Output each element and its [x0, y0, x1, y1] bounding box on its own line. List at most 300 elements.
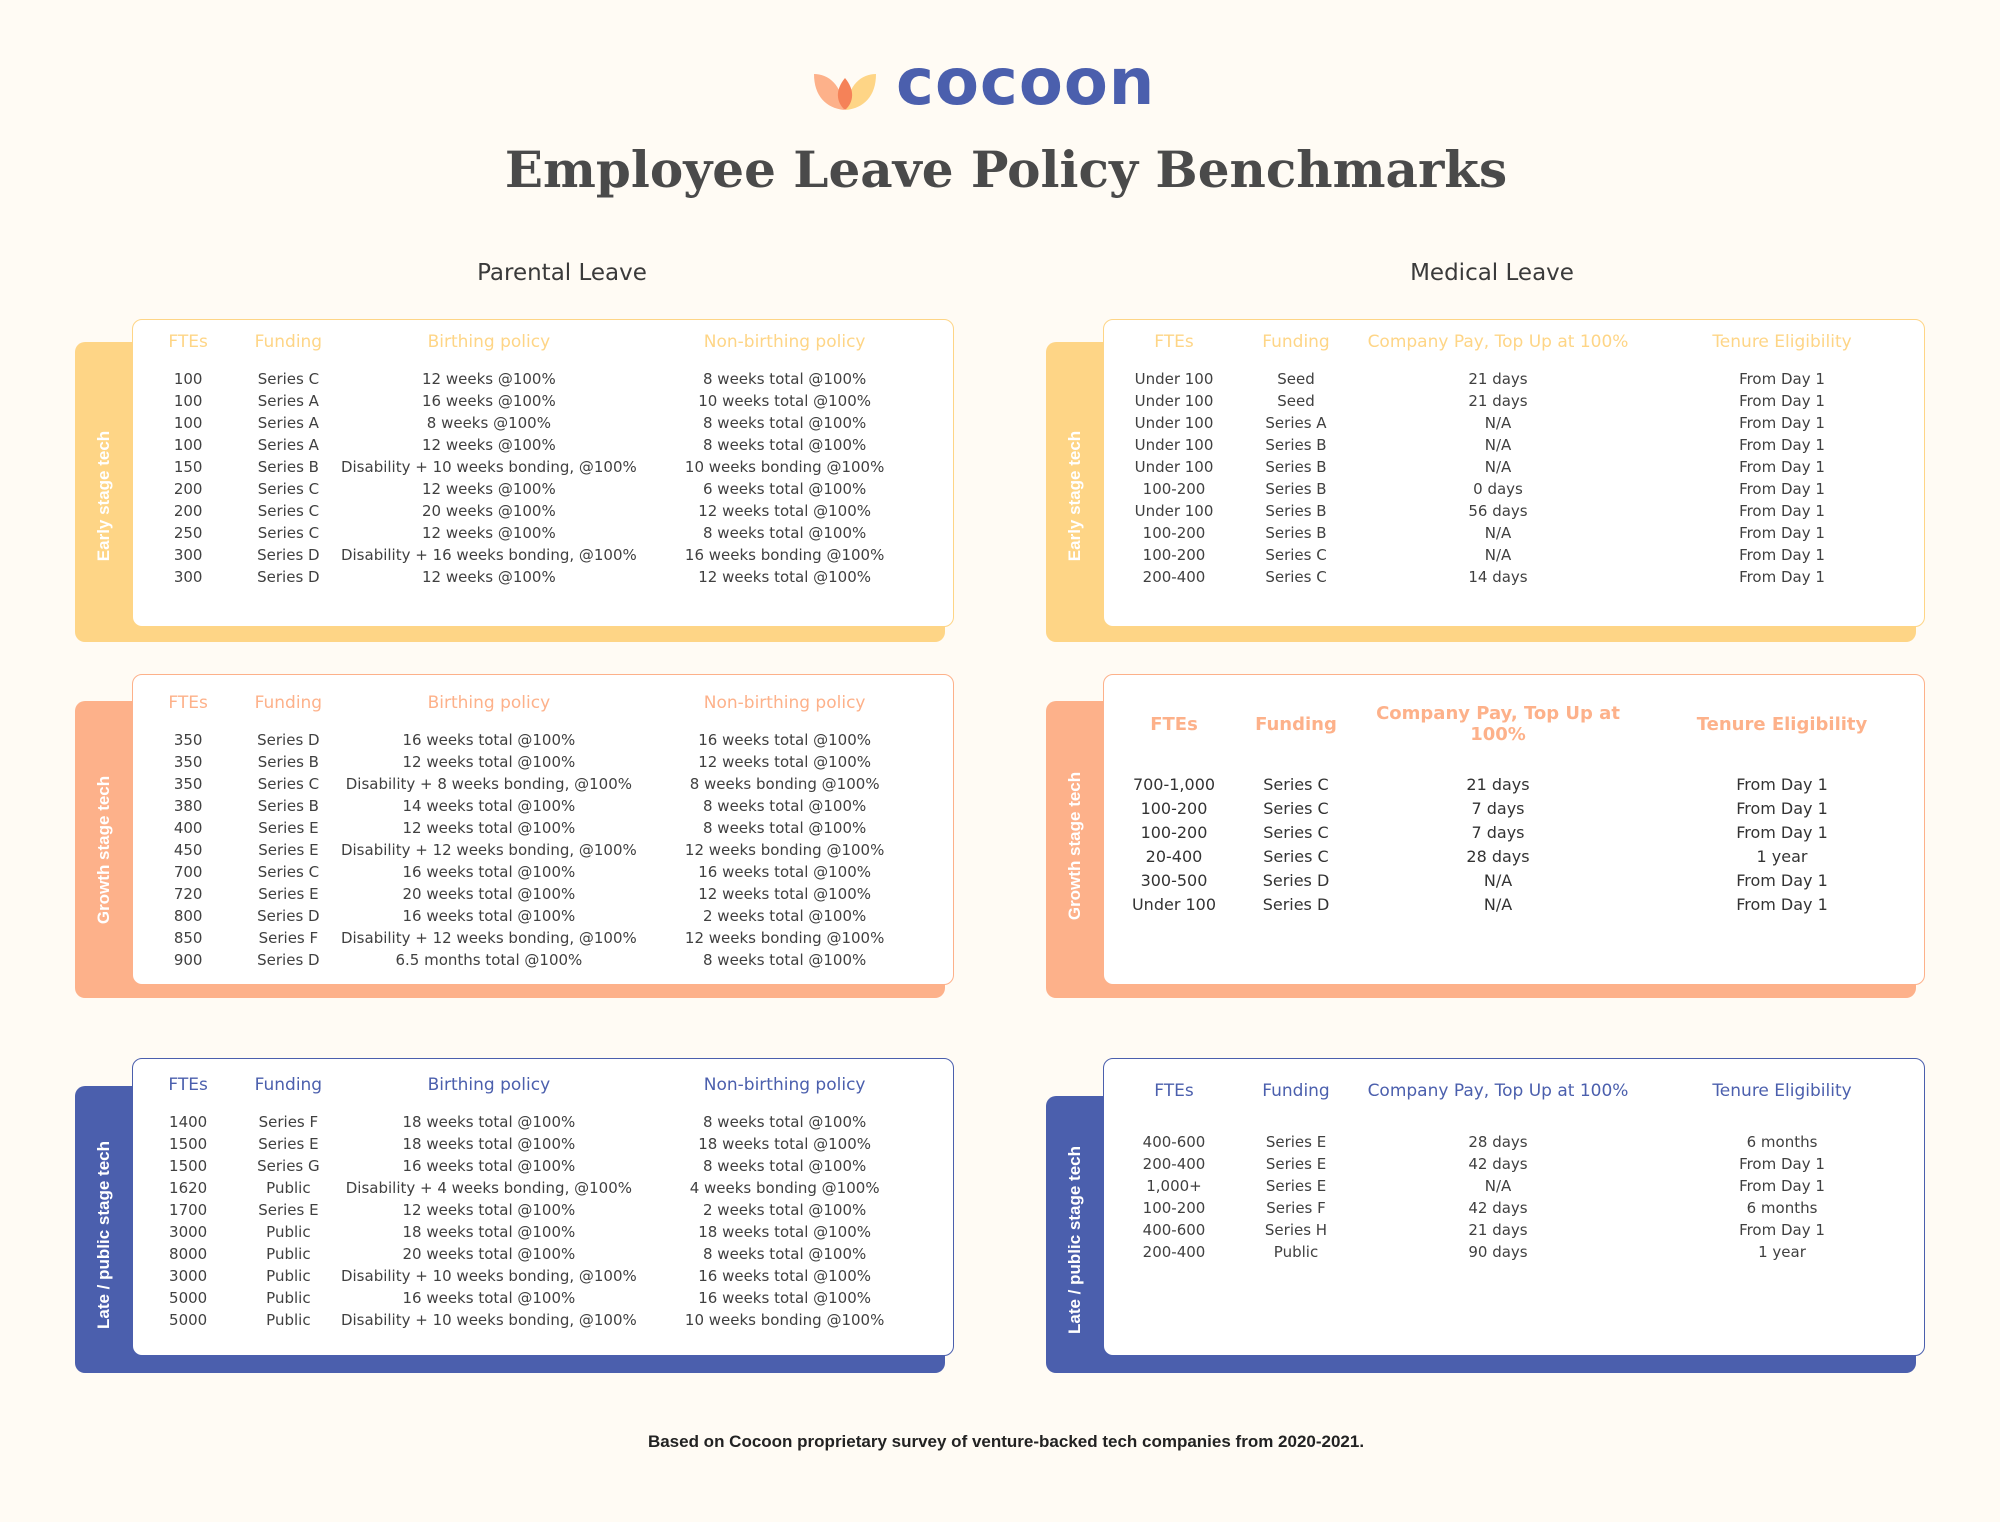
table-cell: Series B — [1265, 524, 1327, 542]
table-cell: Series A — [1265, 414, 1327, 432]
col-ftes: FTEs — [168, 693, 208, 713]
table-cell: Under 100 — [1131, 895, 1217, 914]
table-row — [1104, 456, 1916, 478]
table-cell: 14 weeks total @100% — [402, 797, 576, 815]
table-cell: From Day 1 — [1739, 524, 1825, 542]
parental-late-card — [132, 1058, 954, 1356]
table-row — [133, 751, 925, 773]
table-cell: 400 — [173, 819, 203, 837]
table-cell: 150 — [173, 458, 203, 476]
table-cell: Disability + 10 weeks bonding, @100% — [340, 458, 637, 476]
table-cell: 12 weeks @100% — [422, 480, 556, 498]
table-cell: 16 weeks total @100% — [402, 1289, 576, 1307]
table-cell: Series G — [257, 1157, 320, 1175]
col-non-birthing-policy: Non-birthing policy — [703, 332, 866, 352]
table-body — [133, 1111, 925, 1331]
table-cell: 8 weeks bonding @100% — [689, 775, 880, 793]
table-cell: Series D — [257, 546, 320, 564]
table-cell: 100-200 — [1142, 1199, 1206, 1217]
table-cell: 12 weeks total @100% — [402, 753, 576, 771]
parental-early-table — [133, 332, 925, 588]
table-cell: 200 — [173, 502, 203, 520]
col-tenure-eligibility: Tenure Eligibility — [1696, 713, 1868, 735]
table-cell: From Day 1 — [1736, 895, 1828, 914]
table-row — [1104, 412, 1916, 434]
table-cell: 12 weeks total @100% — [698, 885, 872, 903]
table-cell: Series C — [1263, 799, 1329, 818]
table-cell: Series C — [1265, 546, 1327, 564]
table-row — [133, 817, 925, 839]
col-birthing-policy: Birthing policy — [427, 693, 551, 713]
parental-late-table — [133, 1075, 925, 1331]
medical-late-label: Late / public stage tech — [1065, 1146, 1084, 1334]
table-cell: 100 — [173, 392, 203, 410]
table-cell: 12 weeks @100% — [422, 524, 556, 542]
table-cell: 1620 — [169, 1179, 208, 1197]
col-ftes: FTEs — [168, 332, 208, 352]
table-row — [1104, 1197, 1916, 1219]
table-row — [133, 1111, 925, 1133]
col-non-birthing-policy: Non-birthing policy — [703, 693, 866, 713]
table-cell: 8 weeks @100% — [426, 414, 551, 432]
table-row — [133, 773, 925, 795]
table-cell: From Day 1 — [1736, 871, 1828, 890]
table-cell: 700 — [173, 863, 203, 881]
table-cell: 100-200 — [1142, 524, 1206, 542]
brand-name: cocoon — [896, 46, 1156, 120]
parental-early-label: Early stage tech — [94, 430, 113, 562]
table-cell: From Day 1 — [1739, 1177, 1825, 1195]
medical-late-card — [1103, 1058, 1925, 1356]
table-cell: 8 weeks total @100% — [703, 1113, 867, 1131]
table-cell: 200-400 — [1142, 1243, 1206, 1261]
table-cell: Series C — [257, 502, 320, 520]
table-row — [133, 1155, 925, 1177]
table-cell: N/A — [1484, 458, 1512, 476]
table-cell: 8 weeks total @100% — [703, 370, 867, 388]
col-tenure-eligibility: Tenure Eligibility — [1712, 1081, 1852, 1101]
table-cell: 20 weeks total @100% — [402, 885, 576, 903]
table-cell: Under 100 — [1134, 392, 1214, 410]
col-birthing-policy: Birthing policy — [427, 332, 551, 352]
table-cell: Under 100 — [1134, 502, 1214, 520]
table-cell: Series D — [1262, 871, 1330, 890]
table-cell: 21 days — [1466, 775, 1530, 794]
table-cell: Series C — [1265, 568, 1327, 586]
table-cell: Public — [266, 1311, 311, 1329]
table-cell: From Day 1 — [1736, 823, 1828, 842]
table-cell: Disability + 12 weeks bonding, @100% — [340, 929, 637, 947]
table-row — [1104, 1241, 1916, 1263]
table-row — [1104, 1219, 1916, 1241]
table-cell: 21 days — [1468, 392, 1528, 410]
table-cell: 16 weeks total @100% — [698, 863, 872, 881]
medical-leave-heading: Medical Leave — [1410, 260, 1574, 286]
table-cell: 16 weeks total @100% — [698, 731, 872, 749]
table-cell: 700-1,000 — [1132, 775, 1216, 794]
table-cell: From Day 1 — [1739, 392, 1825, 410]
table-cell: 1500 — [169, 1157, 208, 1175]
table-row — [133, 839, 925, 861]
table-row — [133, 1287, 925, 1309]
medical-early-card — [1103, 319, 1925, 627]
table-cell: Series E — [1265, 1155, 1327, 1173]
table-row — [133, 729, 925, 751]
table-cell: Series B — [1265, 480, 1327, 498]
table-cell: Under 100 — [1134, 458, 1214, 476]
table-row — [133, 390, 925, 412]
table-cell: 8 weeks total @100% — [703, 797, 867, 815]
table-cell: 12 weeks total @100% — [698, 502, 872, 520]
table-row — [133, 927, 925, 949]
table-cell: Series F — [258, 1113, 319, 1131]
table-row — [133, 1177, 925, 1199]
table-cell: Series B — [257, 797, 319, 815]
table-cell: Public — [266, 1223, 311, 1241]
table-row — [1104, 390, 1916, 412]
table-row — [133, 883, 925, 905]
col-non-birthing-policy: Non-birthing policy — [703, 1075, 866, 1095]
table-cell: 3000 — [169, 1223, 208, 1241]
table-cell: 16 weeks total @100% — [698, 1267, 872, 1285]
table-cell: 350 — [173, 775, 203, 793]
table-cell: Disability + 10 weeks bonding, @100% — [340, 1267, 637, 1285]
table-cell: 12 weeks total @100% — [402, 819, 576, 837]
table-cell: 350 — [173, 731, 203, 749]
table-cell: 8 weeks total @100% — [703, 1157, 867, 1175]
table-cell: 10 weeks bonding @100% — [684, 458, 885, 476]
table-cell: Series D — [1262, 895, 1330, 914]
table-cell: 1700 — [169, 1201, 208, 1219]
survey-footnote: Based on Cocoon proprietary survey of venture-backed tech companies from 2020-2021. — [647, 1432, 1365, 1451]
table-cell: Disability + 4 weeks bonding, @100% — [345, 1179, 632, 1197]
table-cell: 18 weeks total @100% — [402, 1223, 576, 1241]
table-cell: From Day 1 — [1739, 1221, 1825, 1239]
table-row — [1104, 434, 1916, 456]
brand-logo — [814, 46, 1194, 120]
table-cell: 1400 — [169, 1113, 208, 1131]
table-cell: 1 year — [1758, 1243, 1806, 1261]
table-cell: Public — [266, 1289, 311, 1307]
table-cell: 850 — [173, 929, 203, 947]
table-cell: 800 — [173, 907, 203, 925]
table-cell: Series D — [257, 951, 320, 969]
table-cell: 100-200 — [1142, 480, 1206, 498]
table-cell: Public — [266, 1267, 311, 1285]
table-cell: 380 — [173, 797, 203, 815]
table-row — [133, 456, 925, 478]
table-cell: 42 days — [1468, 1155, 1528, 1173]
table-cell: 7 days — [1471, 799, 1525, 818]
table-cell: Series C — [1263, 823, 1329, 842]
table-cell: From Day 1 — [1739, 480, 1825, 498]
table-cell: Under 100 — [1134, 414, 1214, 432]
table-row — [1104, 522, 1916, 544]
table-cell: Series E — [258, 819, 319, 837]
table-cell: 100-200 — [1142, 546, 1206, 564]
table-cell: Disability + 12 weeks bonding, @100% — [340, 841, 637, 859]
table-cell: Series C — [257, 863, 320, 881]
table-cell: 28 days — [1468, 1133, 1528, 1151]
table-row — [1104, 821, 1916, 845]
table-row — [133, 795, 925, 817]
parental-early-card — [132, 319, 954, 627]
table-cell: Series C — [257, 370, 320, 388]
table-cell: 100 — [173, 414, 203, 432]
table-cell: Series B — [1265, 502, 1327, 520]
table-cell: Series F — [1266, 1199, 1326, 1217]
table-cell: 720 — [173, 885, 203, 903]
table-cell: 28 days — [1466, 847, 1530, 866]
table-body — [133, 368, 925, 588]
table-cell: 8 weeks total @100% — [703, 819, 867, 837]
table-body — [1104, 1131, 1916, 1263]
table-cell: Series B — [1265, 458, 1327, 476]
table-cell: 0 days — [1473, 480, 1523, 498]
table-cell: Under 100 — [1134, 370, 1214, 388]
table-cell: 100 — [173, 436, 203, 454]
table-cell: 18 weeks total @100% — [698, 1223, 872, 1241]
table-cell: From Day 1 — [1739, 568, 1825, 586]
table-row — [133, 478, 925, 500]
medical-growth-table — [1104, 703, 1916, 917]
table-cell: 2 weeks total @100% — [703, 1201, 867, 1219]
table-cell: 350 — [173, 753, 203, 771]
table-cell: Seed — [1277, 392, 1315, 410]
table-cell: 6 weeks total @100% — [703, 480, 867, 498]
table-cell: Series C — [257, 480, 320, 498]
table-cell: 300 — [173, 546, 203, 564]
col-ftes: FTEs — [1154, 1081, 1194, 1101]
col-tenure-eligibility: Tenure Eligibility — [1712, 332, 1852, 352]
col-funding: Funding — [1255, 713, 1337, 735]
table-row — [1104, 869, 1916, 893]
table-cell: 200-400 — [1142, 1155, 1206, 1173]
table-cell: 16 weeks total @100% — [402, 1157, 576, 1175]
table-cell: Series B — [257, 458, 319, 476]
table-cell: From Day 1 — [1736, 775, 1828, 794]
medical-early-label: Early stage tech — [1065, 430, 1084, 562]
table-cell: N/A — [1484, 1177, 1512, 1195]
table-cell: Series E — [258, 885, 319, 903]
table-cell: 250 — [173, 524, 203, 542]
page-title: Employee Leave Policy Benchmarks — [504, 140, 1508, 199]
table-cell: From Day 1 — [1739, 458, 1825, 476]
medical-early-table — [1104, 332, 1916, 588]
table-cell: Series D — [257, 568, 320, 586]
table-cell: 18 weeks total @100% — [698, 1135, 872, 1153]
table-cell: 90 days — [1468, 1243, 1528, 1261]
table-cell: From Day 1 — [1739, 436, 1825, 454]
table-row — [1104, 478, 1916, 500]
table-cell: 21 days — [1468, 1221, 1528, 1239]
table-cell: From Day 1 — [1739, 1155, 1825, 1173]
table-cell: 18 weeks total @100% — [402, 1135, 576, 1153]
table-cell: 450 — [173, 841, 203, 859]
table-row — [133, 949, 925, 971]
table-cell: 8000 — [169, 1245, 208, 1263]
table-cell: From Day 1 — [1739, 370, 1825, 388]
table-row — [1104, 566, 1916, 588]
medical-late-table — [1104, 1081, 1916, 1263]
table-cell: 16 weeks total @100% — [402, 731, 576, 749]
table-cell: 400-600 — [1142, 1133, 1206, 1151]
table-row — [1104, 797, 1916, 821]
table-cell: Seed — [1277, 370, 1315, 388]
table-body — [1104, 368, 1916, 588]
table-cell: 6 months — [1746, 1199, 1818, 1217]
table-cell: 16 weeks bonding @100% — [684, 546, 885, 564]
col-ftes: FTEs — [1150, 713, 1198, 735]
table-cell: 12 weeks bonding @100% — [684, 929, 885, 947]
table-cell: Series E — [1265, 1177, 1327, 1195]
medical-growth-label: Growth stage tech — [1065, 771, 1084, 921]
table-cell: Series A — [257, 436, 319, 454]
table-cell: Public — [266, 1245, 311, 1263]
table-row — [133, 1265, 925, 1287]
table-cell: 400-600 — [1142, 1221, 1206, 1239]
table-cell: N/A — [1484, 524, 1512, 542]
table-cell: Series E — [1265, 1133, 1327, 1151]
table-row — [1104, 773, 1916, 797]
table-cell: N/A — [1483, 895, 1513, 914]
table-row — [133, 1199, 925, 1221]
table-cell: Public — [266, 1179, 311, 1197]
col-funding: Funding — [1262, 332, 1330, 352]
table-cell: 12 weeks total @100% — [402, 1201, 576, 1219]
table-cell: 12 weeks total @100% — [698, 568, 872, 586]
table-cell: N/A — [1484, 436, 1512, 454]
col-birthing-policy: Birthing policy — [427, 1075, 551, 1095]
table-body — [1104, 773, 1916, 917]
table-cell: 16 weeks total @100% — [698, 1289, 872, 1307]
table-cell: 1500 — [169, 1135, 208, 1153]
table-row — [133, 1309, 925, 1331]
table-row — [1104, 845, 1916, 869]
table-cell: 3000 — [169, 1267, 208, 1285]
table-cell: 300-500 — [1140, 871, 1208, 890]
table-row — [1104, 1153, 1916, 1175]
table-cell: Series H — [1264, 1221, 1328, 1239]
table-cell: 900 — [173, 951, 203, 969]
table-cell: 42 days — [1468, 1199, 1528, 1217]
table-cell: 12 weeks total @100% — [698, 753, 872, 771]
table-cell: Series C — [257, 775, 320, 793]
table-row — [1104, 500, 1916, 522]
table-cell: 20 weeks total @100% — [402, 1245, 576, 1263]
col-funding: Funding — [254, 332, 323, 352]
table-row — [133, 861, 925, 883]
table-cell: 8 weeks total @100% — [703, 951, 867, 969]
leaf-petals-icon — [814, 64, 876, 112]
table-row — [133, 368, 925, 390]
table-cell: Series C — [1263, 775, 1329, 794]
table-cell: 4 weeks bonding @100% — [689, 1179, 880, 1197]
table-cell: 6.5 months total @100% — [395, 951, 583, 969]
table-cell: 8 weeks total @100% — [703, 524, 867, 542]
medical-growth-card — [1103, 674, 1925, 985]
table-cell: N/A — [1483, 871, 1513, 890]
table-cell: 8 weeks total @100% — [703, 1245, 867, 1263]
col-company-pay: Company Pay, Top Up at 100% — [1376, 703, 1620, 745]
table-row — [133, 522, 925, 544]
table-cell: 2 weeks total @100% — [703, 907, 867, 925]
table-cell: 14 days — [1468, 568, 1528, 586]
table-cell: 21 days — [1468, 370, 1528, 388]
table-cell: 100 — [173, 370, 203, 388]
table-cell: 16 weeks @100% — [422, 392, 556, 410]
table-cell: 16 weeks total @100% — [402, 863, 576, 881]
table-cell: Series B — [257, 753, 319, 771]
table-cell: From Day 1 — [1739, 502, 1825, 520]
table-cell: Series A — [257, 414, 319, 432]
table-cell: 18 weeks total @100% — [402, 1113, 576, 1131]
table-cell: 5000 — [169, 1289, 208, 1307]
table-row — [133, 1221, 925, 1243]
col-ftes: FTEs — [168, 1075, 208, 1095]
table-cell: 300 — [173, 568, 203, 586]
table-cell: 10 weeks total @100% — [698, 392, 872, 410]
table-cell: 8 weeks total @100% — [703, 436, 867, 454]
table-row — [1104, 544, 1916, 566]
table-row — [133, 500, 925, 522]
table-cell: Disability + 10 weeks bonding, @100% — [340, 1311, 637, 1329]
table-cell: Series D — [257, 907, 320, 925]
parental-growth-table — [133, 693, 925, 971]
table-row — [1104, 1131, 1916, 1153]
parental-growth-card — [132, 674, 954, 985]
table-cell: Series D — [257, 731, 320, 749]
table-row — [133, 434, 925, 456]
table-cell: Series E — [258, 1135, 319, 1153]
table-cell: 1,000+ — [1146, 1177, 1202, 1195]
table-row — [1104, 1175, 1916, 1197]
parental-leave-heading: Parental Leave — [477, 260, 647, 286]
table-row — [133, 1243, 925, 1265]
table-cell: Series C — [1263, 847, 1329, 866]
table-cell: 8 weeks total @100% — [703, 414, 867, 432]
table-row — [133, 544, 925, 566]
table-cell: N/A — [1484, 546, 1512, 564]
table-cell: Disability + 16 weeks bonding, @100% — [340, 546, 637, 564]
table-cell: 100-200 — [1140, 823, 1208, 842]
table-cell: 6 months — [1746, 1133, 1818, 1151]
table-row — [1104, 368, 1916, 390]
parental-growth-label: Growth stage tech — [94, 775, 113, 925]
table-cell: Series F — [258, 929, 319, 947]
table-row — [133, 412, 925, 434]
col-company-pay: Company Pay, Top Up at 100% — [1367, 1081, 1629, 1101]
table-body — [133, 729, 925, 971]
table-row — [1104, 893, 1916, 917]
table-cell: 12 weeks @100% — [422, 370, 556, 388]
col-funding: Funding — [254, 1075, 323, 1095]
table-cell: Series A — [257, 392, 319, 410]
table-cell: Under 100 — [1134, 436, 1214, 454]
table-cell: 56 days — [1468, 502, 1528, 520]
col-funding: Funding — [1262, 1081, 1330, 1101]
table-cell: From Day 1 — [1736, 799, 1828, 818]
table-cell: Series E — [258, 1201, 319, 1219]
table-cell: 20 weeks @100% — [422, 502, 556, 520]
table-cell: Disability + 8 weeks bonding, @100% — [345, 775, 632, 793]
table-cell: 10 weeks bonding @100% — [684, 1311, 885, 1329]
col-funding: Funding — [254, 693, 323, 713]
col-company-pay: Company Pay, Top Up at 100% — [1367, 332, 1629, 352]
table-cell: 12 weeks @100% — [422, 568, 556, 586]
table-cell: 12 weeks @100% — [422, 436, 556, 454]
parental-late-label: Late / public stage tech — [94, 1141, 113, 1329]
